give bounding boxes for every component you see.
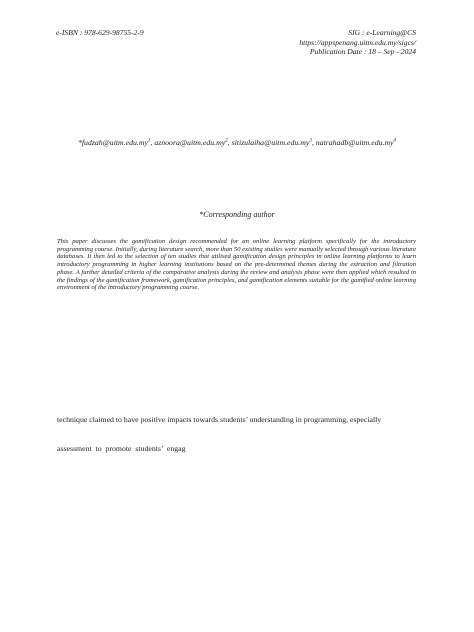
body-text-line-2: assessment to promote students’ engag — [57, 444, 186, 453]
corresponding-author-note: *Corresponding author — [199, 210, 275, 219]
author-mark-2: 2 — [225, 138, 228, 144]
author-mark-4: 4 — [393, 138, 397, 144]
publication-date: Publication Date : 18 – Sep - 2024 — [309, 47, 416, 57]
url-text: https://appspenang.uitm.edu.my/sigcs/ — [299, 37, 416, 47]
author-email-3: sitizulaiha@uitm.edu.my — [231, 138, 310, 147]
author-email-1: *fudzah@uitm.edu.my — [77, 138, 148, 147]
author-mark-1: 1 — [147, 138, 151, 144]
author-emails: $*fudzah@uitm.edu.my^1$, $aznoora@uitm.edu.my^2$, $sitizulaiha@uitm.edu.my^3$, $natrahadb@uitm.edu.my^4$ — [77, 138, 397, 147]
body-text-line-1: technique claimed to have positive impacts towards students’ understanding in programming, especially — [57, 415, 382, 424]
isbn-text: e-ISBN : 978-629-98755-2-9 — [56, 28, 144, 37]
sig-text: SIG : e-Learning@CS — [348, 28, 416, 37]
header-right-block — [299, 28, 416, 57]
author-email-2: aznoora@uitm.edu.my — [154, 138, 226, 147]
author-email-4: natrahadb@uitm.edu.my — [315, 138, 394, 147]
author-mark-3: 3 — [309, 138, 312, 144]
abstract-text: This paper discusses the gamification design recommended for an online learning platform specifically for the introductory programming course. Initially, during literature search, more than 50 existing studies were manually selected through various literature databases. It then led to the selection of ten studies that utilised gamification design principles in online learning platforms to learn introductory programming in higher learning institutions based on the pre-determined themes during the extraction and filtration phase. A further detailed criteria of the comparative analysis during the review and analysis phase were then applied which resulted in the findings of the gamification framework, gamification principles, and gamification elements suitable for the gamified online learning environment of the introductory programming course. — [57, 238, 416, 292]
